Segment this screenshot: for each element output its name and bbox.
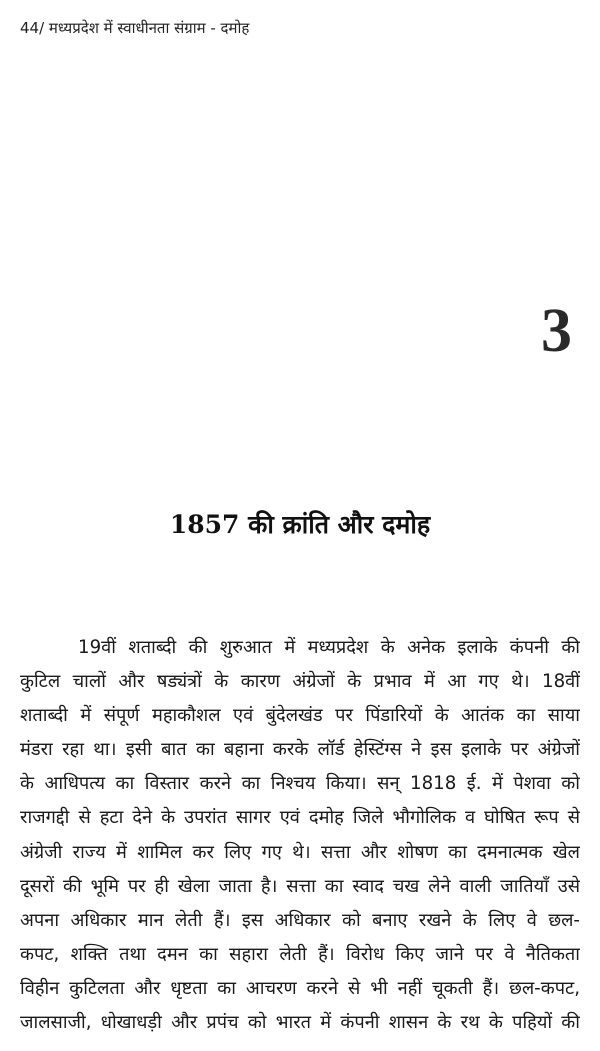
body-line: अपना अधिकार मान लेती हैं। इस अधिकार को बनाए रखने के लिए वे छल- bbox=[20, 909, 580, 931]
body-line: मंडरा रहा था। इसी बात का बहाना करके लॉर्ड हेस्टिंग्स ने इस इलाके पर अंग्रेजों bbox=[20, 739, 580, 761]
body-line: शताब्दी में संपूर्ण महाकौशल एवं बुंदेलखंड पर पिंडारियों के आतंक का साया bbox=[20, 705, 580, 727]
body-line: कुटिल चालों और षड्यंत्रों के कारण अंग्रेजों के प्रभाव में आ गए थे। 18वीं bbox=[20, 671, 580, 693]
body-line: अंग्रेजी राज्य में शामिल कर लिए गए थे। सत्ता और शोषण का दमनात्मक खेल bbox=[20, 841, 580, 863]
body-paragraph bbox=[20, 631, 580, 1040]
running-header: 44/ मध्यप्रदेश में स्वाधीनता संग्राम - दमोह bbox=[20, 19, 250, 37]
chapter-number: 3 bbox=[541, 297, 572, 365]
body-line: विहीन कुटिलता और धृष्टता का आचरण करने से भी नहीं चूकती हैं। छल-कपट, bbox=[20, 977, 580, 999]
body-line: जालसाजी, धोखाधड़ी और प्रपंच को भारत में कंपनी शासन के रथ के पहियों की bbox=[20, 1012, 580, 1034]
body-line: दूसरों की भूमि पर ही खेला जाता है। सत्ता का स्वाद चख लेने वाली जातियाँ उसे bbox=[20, 875, 580, 897]
body-line: के आधिपत्य का विस्तार करने का निश्चय किया। सन् 1818 ई. में पेशवा को bbox=[20, 773, 580, 795]
chapter-title: 1857 की क्रांति और दमोह bbox=[169, 510, 431, 539]
body-line: राजगद्दी से हटा देने के उपरांत सागर एवं दमोह जिले भौगोलिक व घोषित रूप से bbox=[20, 807, 580, 829]
body-line: कपट, शक्ति तथा दमन का सहारा लेती हैं। विरोध किए जाने पर वे नैतिकता bbox=[20, 943, 580, 965]
body-line: 19वीं शताब्दी की शुरुआत में मध्यप्रदेश के अनेक इलाके कंपनी की bbox=[78, 637, 580, 658]
